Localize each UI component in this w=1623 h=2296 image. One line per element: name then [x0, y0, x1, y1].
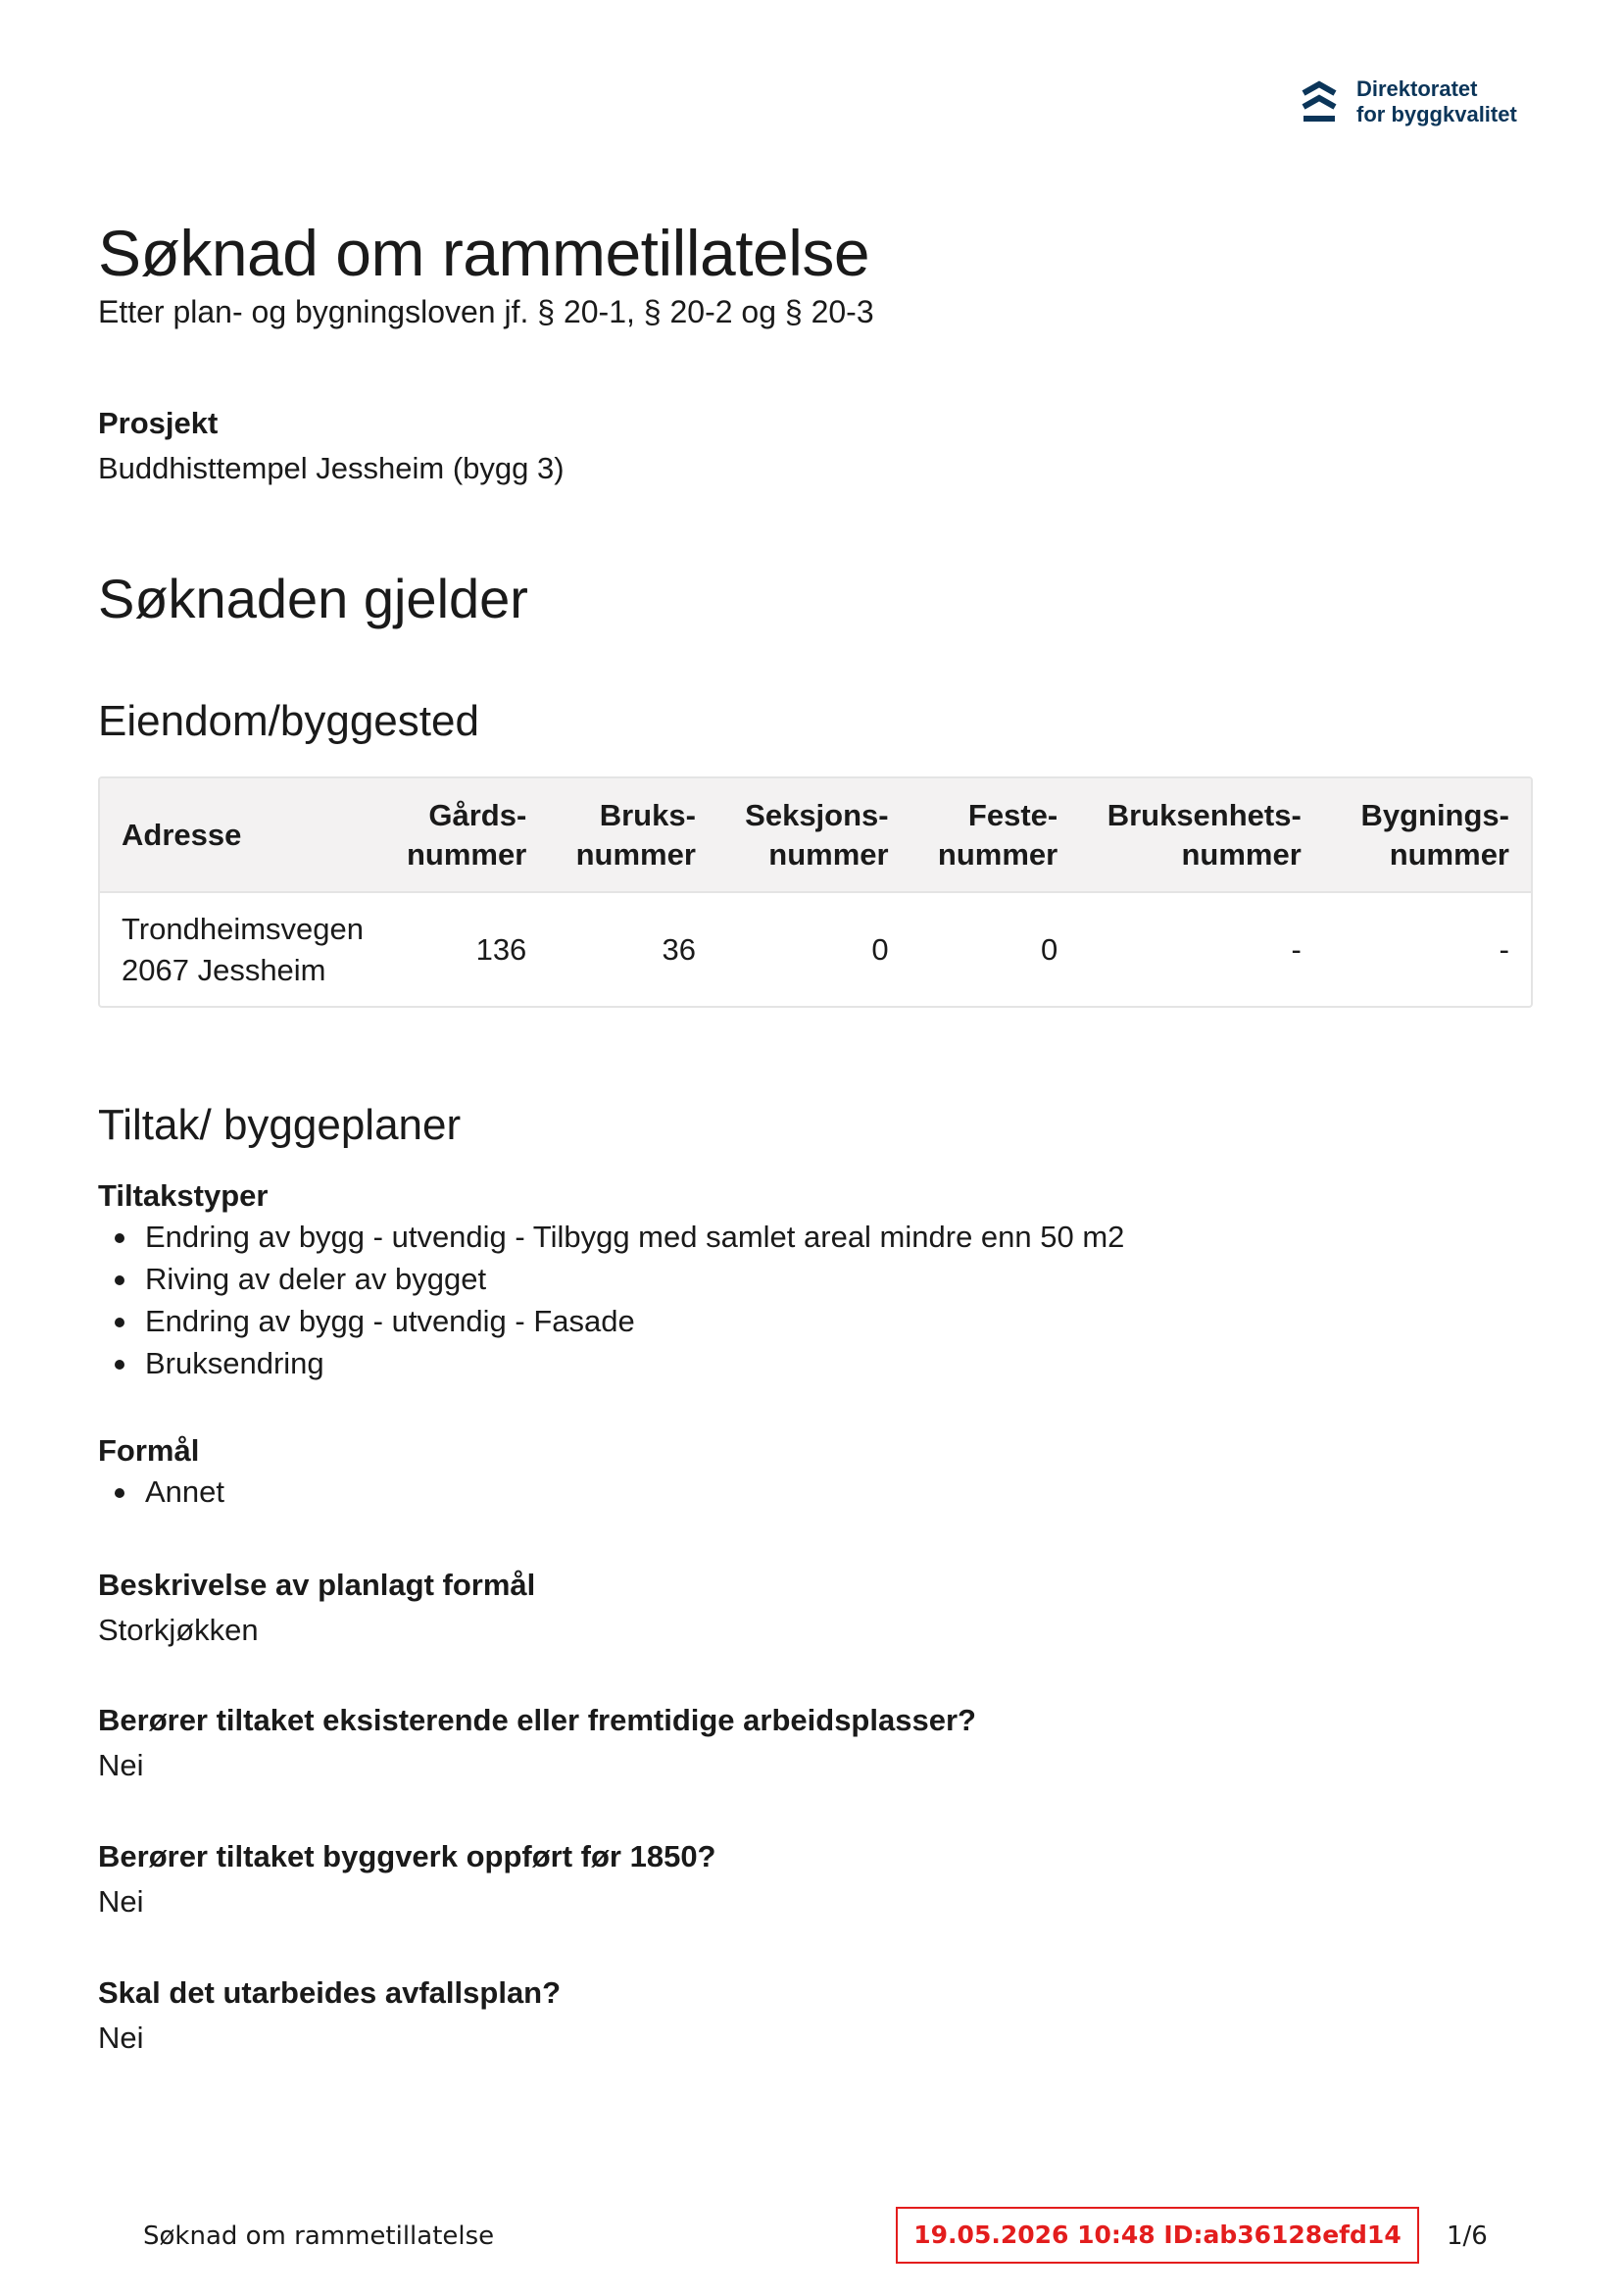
list-item: Annet — [145, 1471, 224, 1513]
col-header-line: Gårds- — [428, 797, 527, 832]
col-header-line: nummer — [1389, 836, 1509, 872]
col-header-line: nummer — [768, 836, 889, 872]
col-header-line: Bruks- — [599, 797, 696, 832]
formal-list — [98, 1471, 224, 1513]
col-header-line: Adresse — [122, 817, 242, 852]
project-label: Prosjekt — [98, 406, 219, 440]
dibk-logo — [1300, 76, 1517, 127]
col-header-festenummer — [910, 778, 1080, 892]
project-block — [98, 404, 565, 488]
cell-bruksnummer: 36 — [662, 931, 696, 967]
property-heading: Eiendom/byggested — [98, 697, 479, 745]
beskrivelse-block — [98, 1566, 535, 1650]
footer-title: Søknad om rammetillatelse — [143, 2221, 495, 2251]
avfallsplan-value: Nei — [98, 2021, 144, 2055]
logo-line-2: for byggkvalitet — [1356, 102, 1517, 126]
beskrivelse-value: Storkjøkken — [98, 1613, 259, 1647]
beskrivelse-label: Beskrivelse av planlagt formål — [98, 1568, 536, 1602]
col-header-bygningsnummer — [1323, 778, 1531, 892]
list-item: Bruksendring — [145, 1342, 1124, 1384]
list-item: Endring av bygg - utvendig - Fasade — [145, 1300, 1124, 1342]
formal-label: Formål — [98, 1433, 200, 1468]
tiltakstyper-block — [98, 1176, 1124, 1384]
formal-block — [98, 1431, 224, 1513]
cell-bruksenhetsnummer: - — [1291, 931, 1302, 967]
col-header-line: Seksjons- — [745, 797, 889, 832]
section-heading: Søknaden gjelder — [98, 568, 528, 629]
col-header-line: Feste- — [967, 797, 1058, 832]
avfallsplan-block — [98, 1973, 561, 2058]
col-header-line: nummer — [1181, 836, 1302, 872]
col-header-line: nummer — [575, 836, 696, 872]
cell-adresse — [100, 892, 385, 1006]
arbeidsplasser-label: Berører tiltaket eksisterende eller fremtidige arbeidsplasser? — [98, 1703, 976, 1737]
table-row — [100, 892, 1531, 1006]
col-header-gardsnummer — [385, 778, 548, 892]
col-header-adresse — [100, 778, 385, 892]
tiltakstyper-list — [98, 1216, 1124, 1384]
col-header-seksjonsnummer — [717, 778, 910, 892]
col-header-line: nummer — [407, 836, 527, 872]
cell-festenummer: 0 — [1040, 931, 1058, 967]
timestamp-stamp: 19.05.2026 10:48 ID:ab36128efd14 — [896, 2207, 1419, 2264]
list-item: Endring av bygg - utvendig - Tilbygg med samlet areal mindre enn 50 m2 — [145, 1216, 1124, 1258]
tiltakstyper-label: Tiltakstyper — [98, 1178, 269, 1213]
address-line-2: 2067 Jessheim — [122, 952, 326, 987]
table-header-row — [100, 778, 1531, 892]
col-header-line: Bygnings- — [1360, 797, 1509, 832]
col-header-bruksenhetsnummer — [1079, 778, 1323, 892]
address-line-1: Trondheimsvegen — [122, 911, 364, 946]
cell-gardsnummer: 136 — [475, 931, 527, 967]
cell-seksjonsnummer: 0 — [871, 931, 889, 967]
logo-line-1: Direktoratet — [1356, 76, 1478, 101]
page-number: 1/6 — [1447, 2221, 1488, 2251]
document-subtitle: Etter plan- og bygningsloven jf. § 20-1, § 20-2 og § 20-3 — [98, 294, 874, 329]
logo-wordmark — [1356, 76, 1517, 127]
col-header-bruksnummer — [548, 778, 717, 892]
cell-bygningsnummer: - — [1499, 931, 1509, 967]
arbeidsplasser-value: Nei — [98, 1748, 144, 1782]
col-header-line: Bruksenhets- — [1107, 797, 1302, 832]
arbeidsplasser-block — [98, 1701, 976, 1785]
document-title: Søknad om rammetillatelse — [98, 217, 870, 289]
dibk-logo-icon — [1300, 79, 1339, 125]
pre1850-label: Berører tiltaket byggverk oppført før 1850? — [98, 1839, 716, 1873]
pre1850-block — [98, 1837, 716, 1922]
project-value: Buddhisttempel Jessheim (bygg 3) — [98, 451, 565, 485]
tiltak-heading: Tiltak/ byggeplaner — [98, 1101, 462, 1149]
property-table — [98, 776, 1533, 1008]
avfallsplan-label: Skal det utarbeides avfallsplan? — [98, 1975, 562, 2010]
list-item: Riving av deler av bygget — [145, 1258, 1124, 1300]
col-header-line: nummer — [937, 836, 1058, 872]
pre1850-value: Nei — [98, 1884, 144, 1919]
